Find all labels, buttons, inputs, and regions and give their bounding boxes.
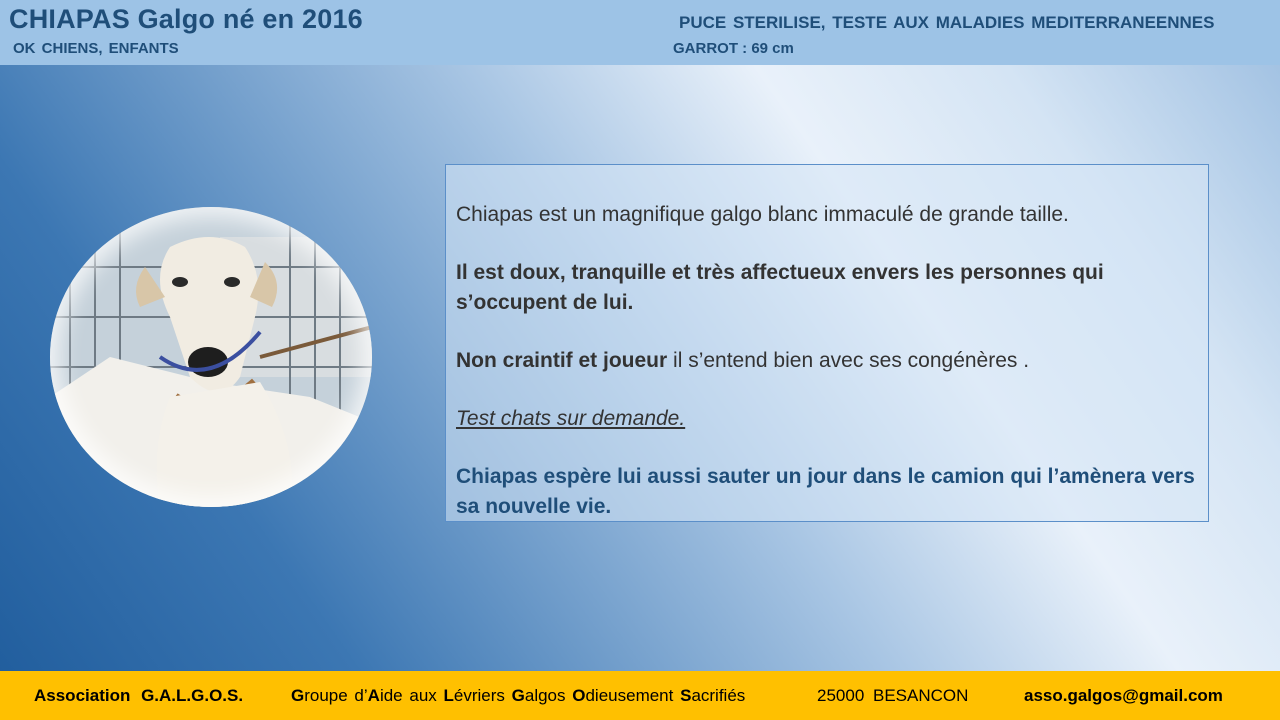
description-line-4: Test chats sur demande. [456, 407, 686, 430]
description-line-5: Chiapas espère lui aussi sauter un jour dans le camion qui l’amènera vers sa nouvelle vie. [456, 465, 1195, 518]
footer-email: asso.galgos@gmail.com [1024, 686, 1223, 705]
footer-city: 25000 BESANCON [817, 686, 969, 705]
compatibility-subtitle: OK CHIENS, ENFANTS [13, 40, 179, 57]
footer-group-name: Groupe d’Aide aux Lévriers Galgos Odieusement Sacrifiés [291, 686, 746, 705]
description-line-3-bold: Non craintif et joueur [456, 349, 668, 372]
health-info: PUCE STERILISE, TESTE AUX MALADIES MEDITERRANEENNES [679, 13, 1215, 32]
page-title: CHIAPAS Galgo né en 2016 [9, 4, 363, 34]
dog-photo [50, 207, 372, 507]
description-line-1: Chiapas est un magnifique galgo blanc immaculé de grande taille. [456, 203, 1069, 226]
description-line-3 [456, 346, 1198, 376]
description-box [445, 164, 1209, 522]
footer-association: Association G.A.L.G.O.S. [34, 686, 244, 705]
photo-vignette [50, 207, 372, 507]
description-line-2: Il est doux, tranquille et très affectueux envers les personnes qui s’occupent de lui. [456, 261, 1104, 314]
header-bar [0, 0, 1280, 65]
height-info: GARROT : 69 cm [673, 40, 794, 57]
footer-bar [0, 671, 1280, 720]
description-line-3-rest: il s’entend bien avec ses congénères . [667, 349, 1030, 372]
